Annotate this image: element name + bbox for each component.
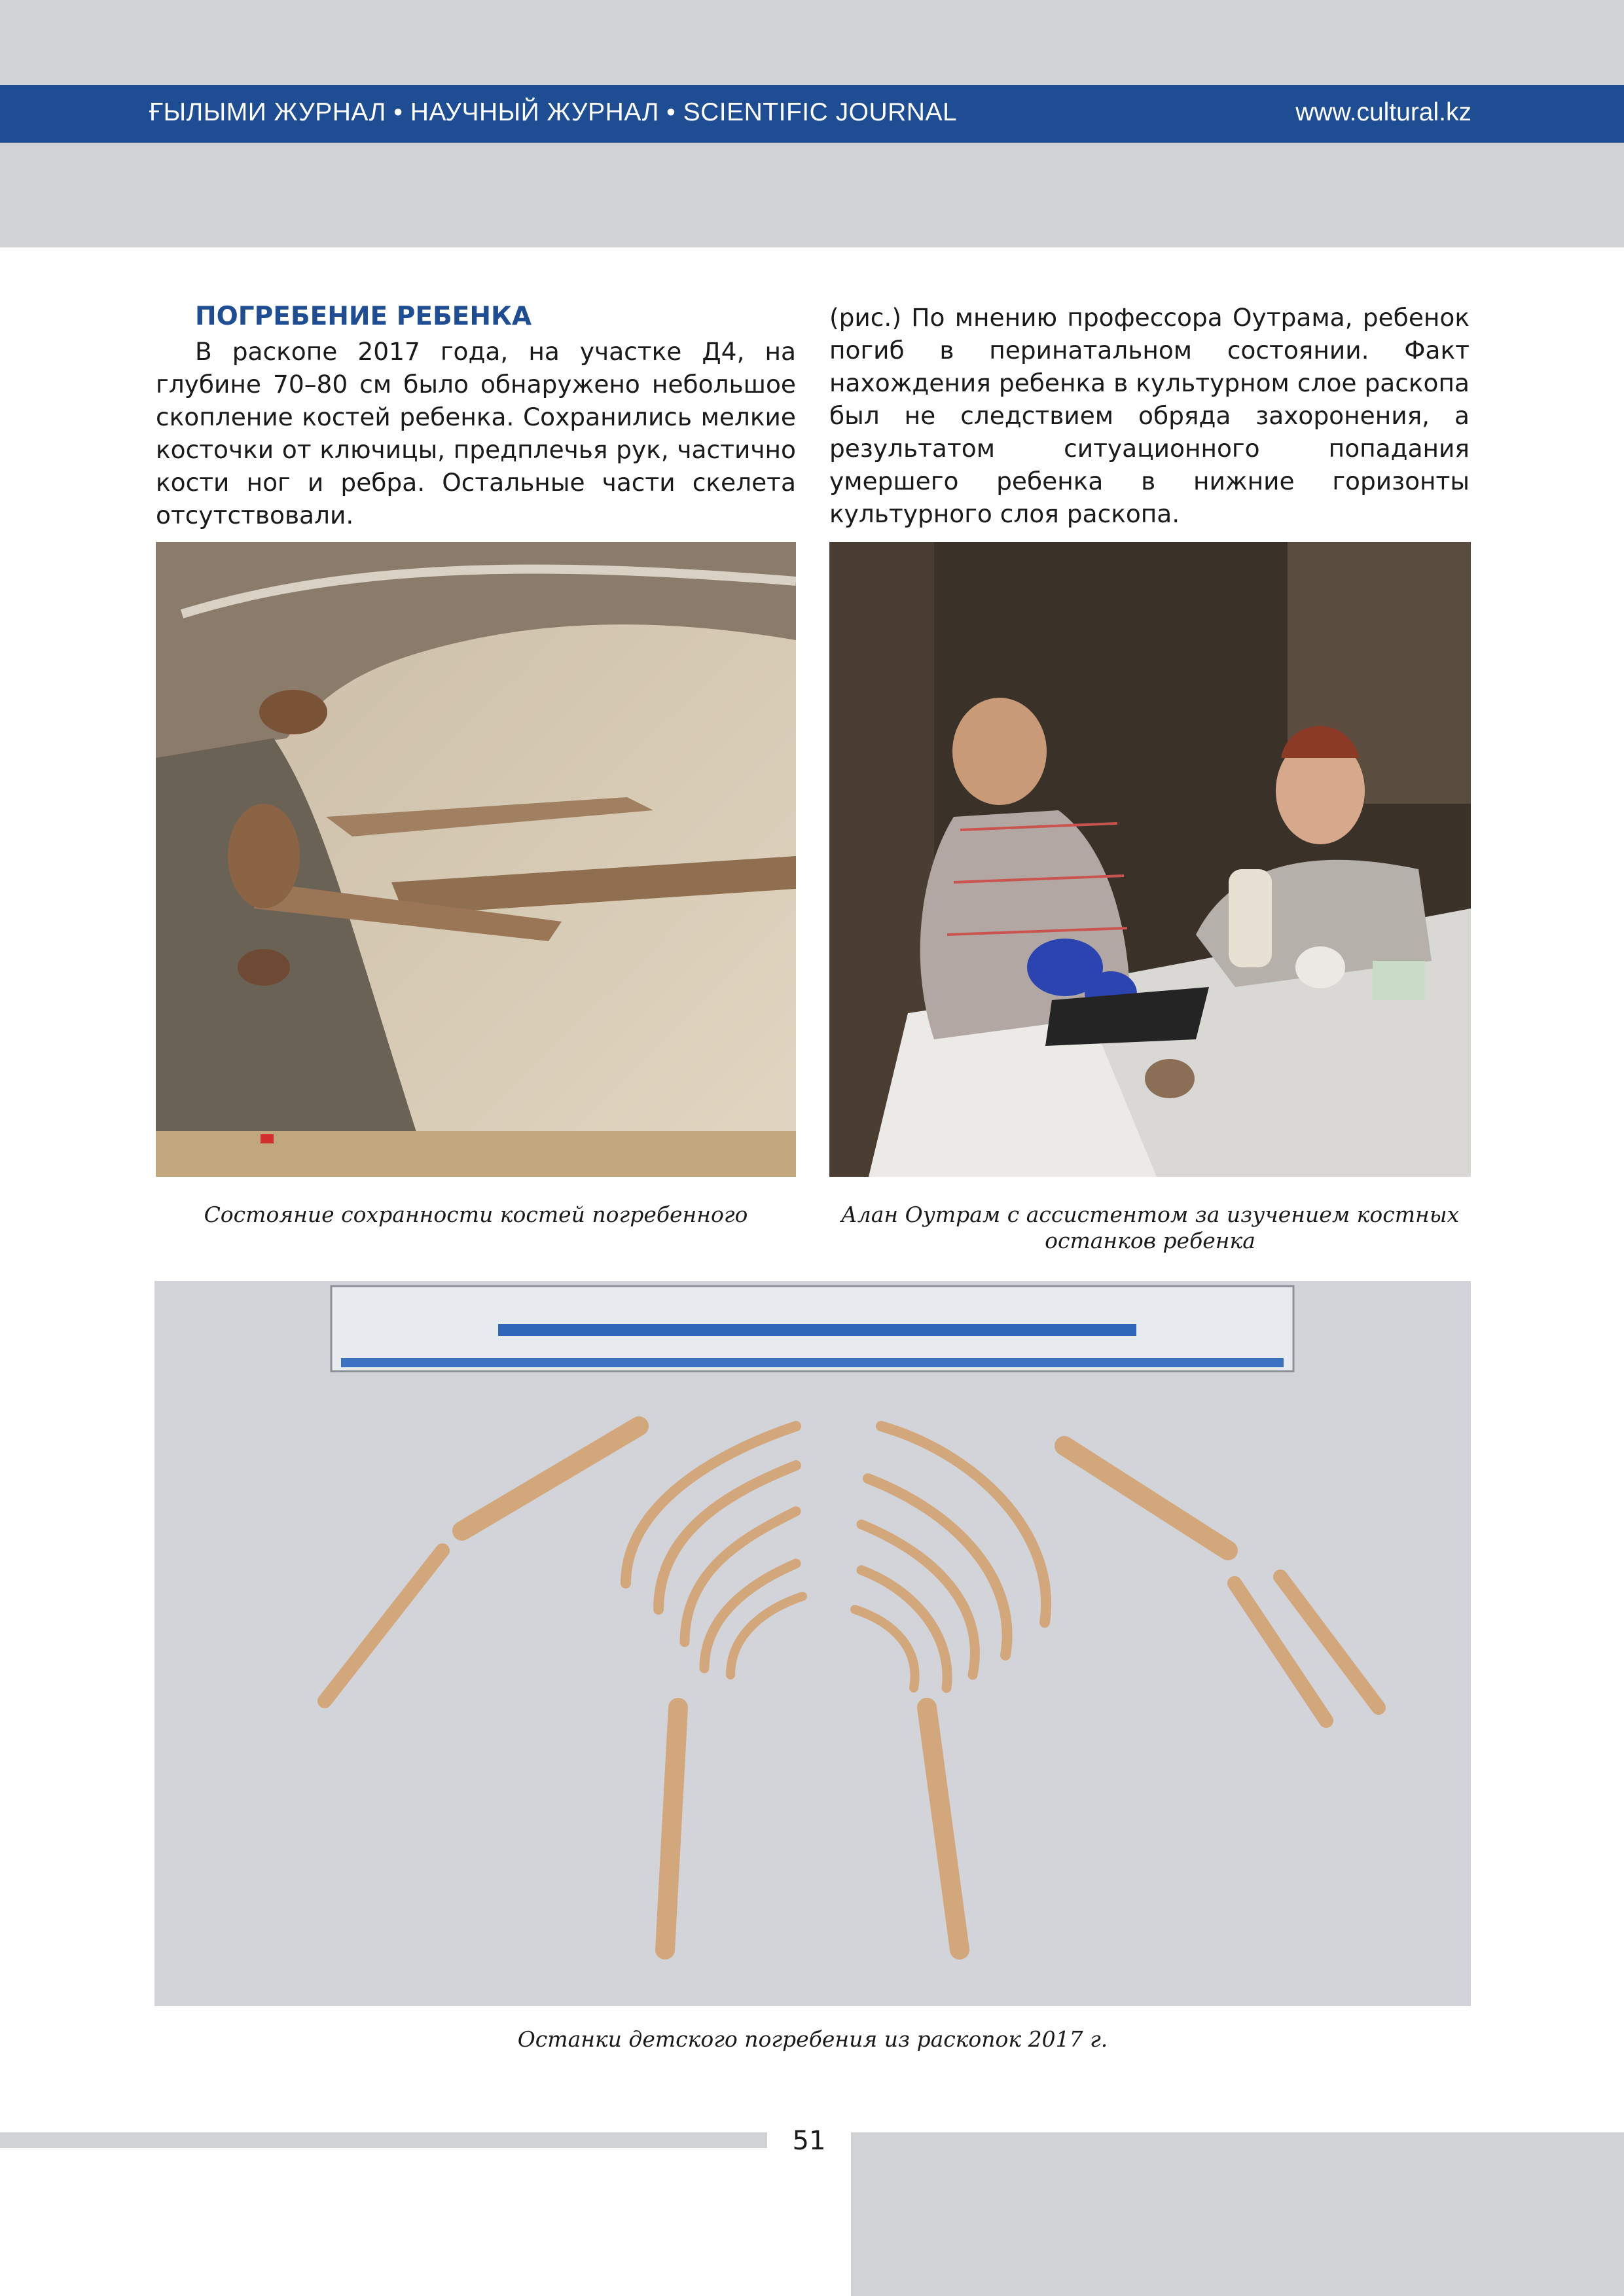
child-remains-photo xyxy=(154,1281,1471,2006)
researchers-photo xyxy=(829,542,1471,1177)
text-column-right xyxy=(829,301,1470,530)
journal-name: ҒЫЛЫМИ ЖУРНАЛ • НАУЧНЫЙ ЖУРНАЛ • SCIENTIFIC JOURNAL xyxy=(149,98,958,126)
ruler xyxy=(331,1286,1293,1371)
text-column-left xyxy=(156,301,796,531)
page-number: 51 xyxy=(792,2126,826,2156)
excavation-bones-photo xyxy=(156,542,796,1177)
journal-header-bar xyxy=(0,85,1624,143)
section-heading: ПОГРЕБЕНИЕ РЕБЕНКА xyxy=(195,302,532,331)
photo-caption-1: Состояние сохранности костей погребенного xyxy=(204,1202,748,1227)
photo-caption-3: Останки детского погребения из раскопок 2017 г. xyxy=(517,2026,1108,2052)
footer-rule xyxy=(0,2132,767,2148)
body-paragraph-right: (рис.) По мнению профессора Оутрама, ребенок погиб в перинатальном состоянии. Факт нахождения ребенка в культурном слое раскопа был не следствием обряда захоронения, а результатом ситуационного попадания умершего ребенка в нижние горизонты культурного слоя раскопа. xyxy=(829,303,1470,528)
journal-website[interactable]: www.cultural.kz xyxy=(1295,98,1471,126)
body-paragraph-left: В раскопе 2017 года, на участке Д4, на глубине 70–80 см было обнаружено небольшое скопление костей ребенка. Сохранились мелкие косточки от ключицы, предплечья рук, частично кости ног и ребра. Остальные части скелета отсутствовали. xyxy=(156,337,796,529)
photo-caption-2: Алан Оутрам с ассистентом за изучением костных останков ребенка xyxy=(840,1202,1460,1253)
footer-band xyxy=(851,2132,1624,2296)
